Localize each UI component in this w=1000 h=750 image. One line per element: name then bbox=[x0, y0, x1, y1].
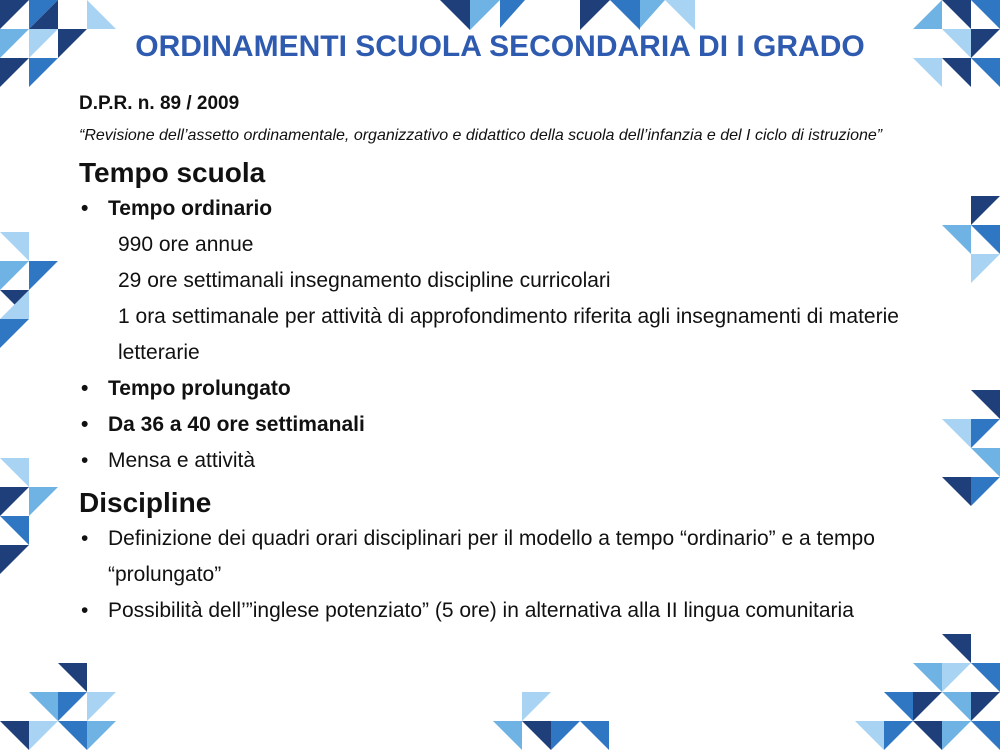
list-item: • Possibilità dell’”inglese potenziato” (5 ore) in alternativa alla II lingua comunitaria bbox=[79, 593, 929, 629]
slide-title: ORDINAMENTI SCUOLA SECONDARIA DI I GRADO bbox=[135, 30, 865, 63]
pattern-right-middle bbox=[942, 390, 1000, 506]
detail-line: 1 ora settimanale per attività di approfondimento riferita agli insegnamenti di materie letterarie bbox=[118, 305, 899, 364]
law-title: “Revisione dell’assetto ordinamentale, organizzativo e didattico della scuola dell’infanzia e del I ciclo di istruzione” bbox=[79, 127, 883, 144]
tempo-prolungato-label: Tempo prolungato bbox=[108, 377, 291, 400]
detail-line: 29 ore settimanali insegnamento discipline curricolari bbox=[118, 269, 611, 292]
tempo-scuola-list bbox=[79, 191, 929, 227]
tempo-ordinario-label: Tempo ordinario bbox=[108, 197, 273, 220]
slide-content bbox=[79, 90, 929, 629]
pattern-top-center bbox=[440, 0, 695, 30]
corner-pattern-bottom-left bbox=[0, 663, 116, 750]
pattern-bottom-center bbox=[493, 692, 609, 750]
ore-settimanali-label: Da 36 a 40 ore settimanali bbox=[108, 413, 365, 436]
corner-pattern-bottom-right bbox=[855, 634, 1000, 750]
section-heading-discipline: Discipline bbox=[79, 487, 212, 518]
pattern-right-upper bbox=[942, 196, 1000, 283]
discipline-list bbox=[79, 521, 929, 629]
detail-line: 990 ore annue bbox=[118, 233, 254, 256]
list-item: • Definizione dei quadri orari disciplinari per il modello a tempo “ordinario” e a tempo “prolungato” bbox=[79, 521, 929, 593]
list-item-ore-settimanali bbox=[79, 407, 929, 443]
mensa-label: Mensa e attività bbox=[108, 449, 256, 472]
pattern-left-upper bbox=[0, 232, 58, 348]
list-item-tempo-ordinario bbox=[79, 191, 929, 227]
tempo-ordinario-details bbox=[79, 227, 929, 371]
law-reference: D.P.R. n. 89 / 2009 bbox=[79, 93, 240, 114]
section-heading-tempo-scuola: Tempo scuola bbox=[79, 157, 266, 188]
pattern-left-lower bbox=[0, 458, 58, 574]
tempo-scuola-list-continued bbox=[79, 371, 929, 479]
list-item-mensa bbox=[79, 443, 929, 479]
list-item-tempo-prolungato bbox=[79, 371, 929, 407]
